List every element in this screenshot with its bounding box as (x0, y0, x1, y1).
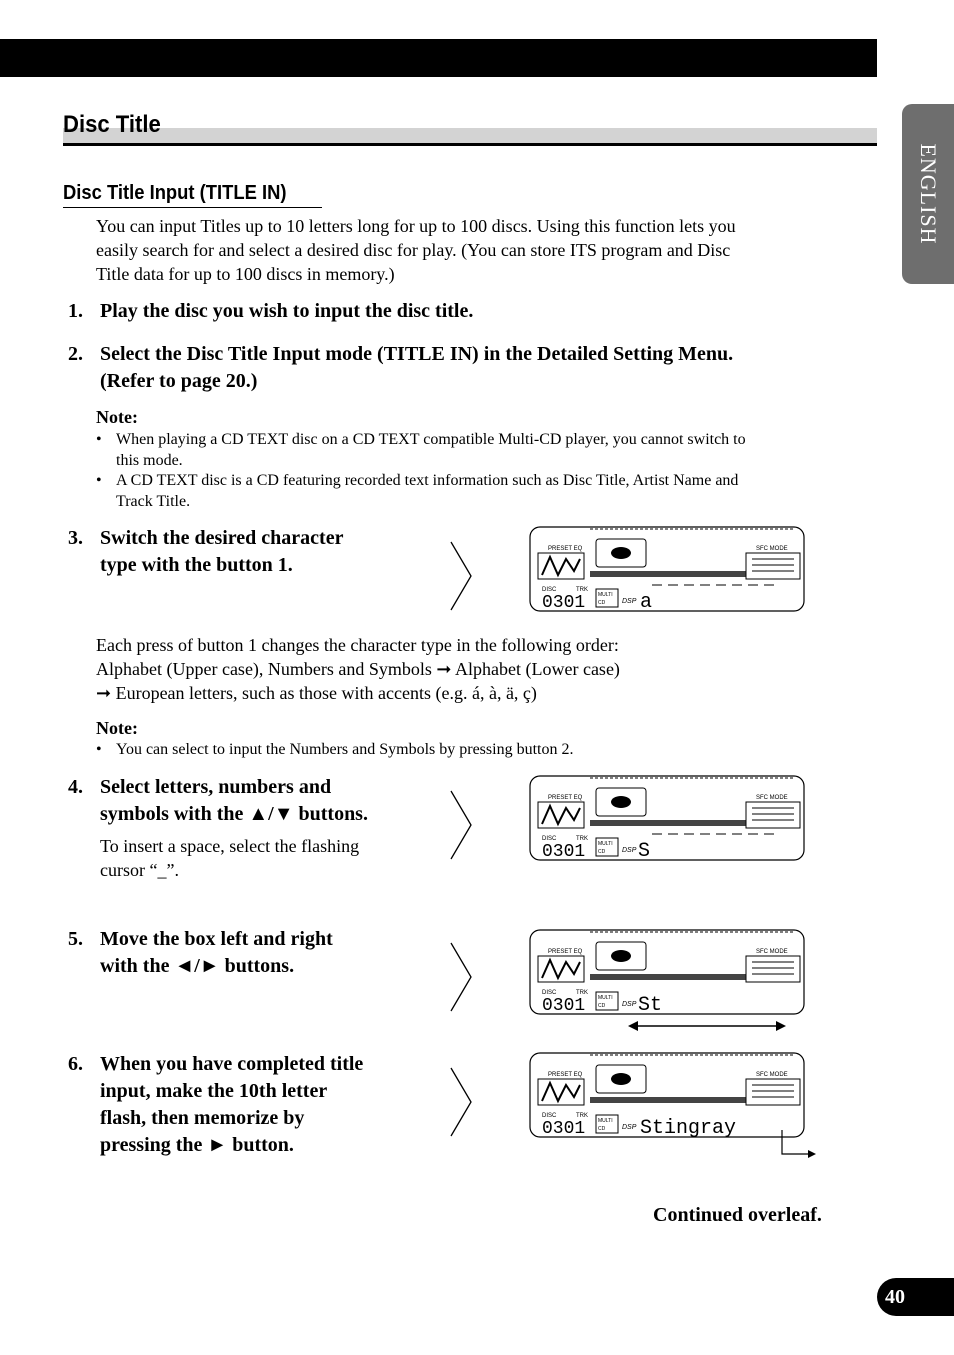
disc-track-digits: 0301 (542, 1119, 586, 1139)
note-bullet: • A CD TEXT disc is a CD featuring recorded text information such as Disc Title, Artist Name and Track Title. (96, 472, 739, 510)
title-chars: St (638, 994, 663, 1016)
preset-eq-label: PRESET EQ (548, 795, 583, 801)
title-chars: Stingray (640, 1117, 737, 1139)
corner-arrow-icon (776, 1128, 818, 1160)
step-2: 2. Select the Disc Title Input mode (TITLE IN) in the Detailed Setting Menu. (Refer to page 20.) (68, 343, 734, 392)
note-heading: Note: (96, 718, 138, 738)
disc-label: DISC (542, 836, 557, 842)
preset-eq-label: PRESET EQ (548, 949, 583, 955)
dsp-label: DSP (622, 598, 637, 605)
header-bar (0, 39, 877, 77)
step-5: 5. Move the box left and right with the ◄/► buttons. (68, 928, 333, 977)
step-3: 3. Switch the desired character type with the button 1. (68, 527, 344, 576)
disc-track-digits: 0301 (542, 593, 586, 613)
language-tab (902, 104, 954, 284)
cd-label: CD (598, 600, 606, 606)
section-heading-band (63, 128, 877, 143)
order-paragraph: Each press of button 1 changes the character type in the following order: Alphabet (Upper case), Numbers and Symbols ➞ Alphabet (Lower case) ➞ European letters, such as those with accents (e.g. á, à, ä, ç) (96, 635, 620, 703)
multi-label: MULTI (598, 995, 613, 1001)
trk-label: TRK (576, 990, 588, 996)
sfc-mode-label: SFC MODE (756, 795, 788, 801)
step-1: 1. Play the disc you wish to input the disc title. (68, 300, 474, 322)
preset-eq-label: PRESET EQ (548, 1072, 583, 1078)
dsp-label: DSP (622, 1124, 637, 1131)
left-right-arrow-icon (626, 1016, 788, 1036)
trk-label: TRK (576, 1113, 588, 1119)
cd-label: CD (598, 1126, 606, 1132)
step-4: 4. Select letters, numbers and symbols with the ▲/▼ buttons. (68, 776, 368, 825)
step-4-subtext: To insert a space, select the flashing cursor “_”. (100, 836, 360, 880)
subsection-title: Disc Title Input (TITLE IN) (63, 182, 287, 204)
disc-label: DISC (542, 1113, 557, 1119)
step-6: 6. When you have completed title input, make the 10th letter flash, then memorize by pressing the ► button. (68, 1053, 364, 1156)
language-tab-label: ENGLISH (916, 143, 941, 245)
display-illustration (528, 928, 808, 1016)
display-illustration (528, 774, 808, 862)
multi-label: MULTI (598, 1118, 613, 1124)
display-illustration (528, 525, 808, 613)
continued-note: Continued overleaf. (653, 1204, 822, 1226)
chevron-right-icon (448, 941, 476, 1013)
multi-label: MULTI (598, 841, 613, 847)
page-number-tab (877, 1278, 954, 1316)
display-illustration (528, 1051, 808, 1139)
section-heading-rule (63, 143, 877, 146)
cd-label: CD (598, 849, 606, 855)
sfc-mode-label: SFC MODE (756, 1072, 788, 1078)
title-chars: a (640, 591, 653, 613)
page-number: 40 (885, 1286, 905, 1308)
chevron-right-icon (448, 1066, 476, 1138)
preset-eq-label: PRESET EQ (548, 546, 583, 552)
intro-paragraph: You can input Titles up to 10 letters long for up to 100 discs. Using this function lets you easily search for and select a desired disc for play. (You can store ITS program and Disc Title data for up to 100 discs in memory.) (96, 216, 736, 284)
note-bullet: • When playing a CD TEXT disc on a CD TEXT compatible Multi-CD player, you cannot switch to this mode. (96, 431, 746, 469)
disc-track-digits: 0301 (542, 996, 586, 1016)
subsection-underline (63, 207, 322, 208)
title-chars: S (638, 840, 651, 862)
chevron-right-icon (448, 540, 476, 612)
section-title: Disc Title (63, 111, 161, 138)
trk-label: TRK (576, 587, 588, 593)
note-bullet: • You can select to input the Numbers and Symbols by pressing button 2. (96, 741, 574, 758)
sfc-mode-label: SFC MODE (756, 949, 788, 955)
dsp-label: DSP (622, 1001, 637, 1008)
disc-track-digits: 0301 (542, 842, 586, 862)
note-heading: Note: (96, 407, 138, 427)
dsp-label: DSP (622, 847, 637, 854)
cd-label: CD (598, 1003, 606, 1009)
disc-label: DISC (542, 990, 557, 996)
disc-label: DISC (542, 587, 557, 593)
trk-label: TRK (576, 836, 588, 842)
chevron-right-icon (448, 789, 476, 861)
sfc-mode-label: SFC MODE (756, 546, 788, 552)
multi-label: MULTI (598, 592, 613, 598)
